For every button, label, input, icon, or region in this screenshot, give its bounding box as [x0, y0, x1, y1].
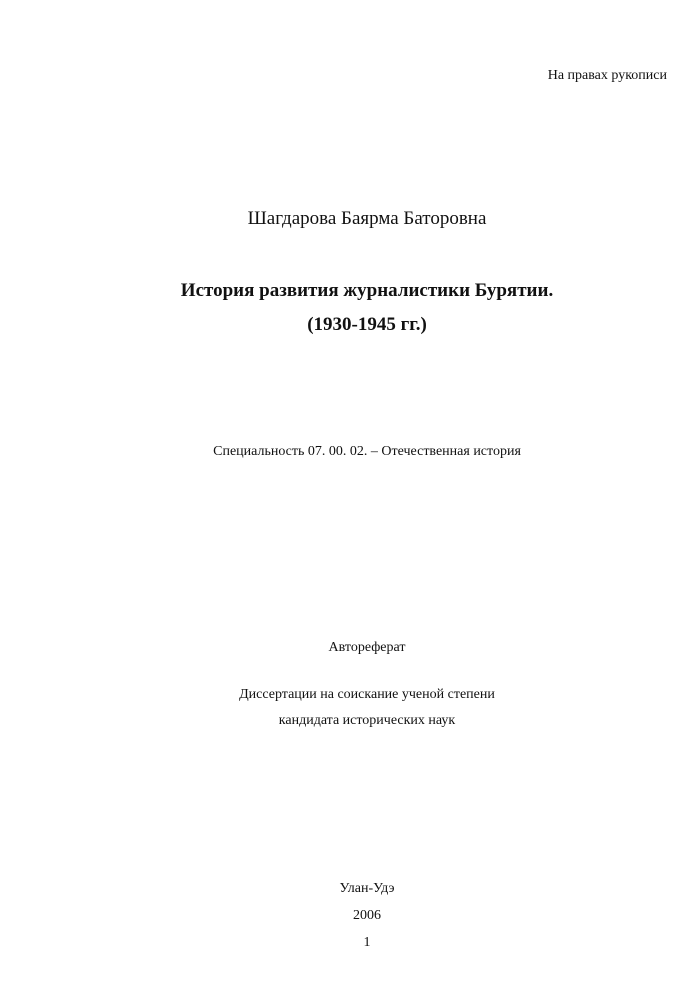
page-number: 1	[363, 935, 371, 950]
author-name: Шагдарова Баярма Баторовна	[247, 208, 487, 229]
city: Улан-Удэ	[339, 881, 395, 896]
title-line-2: (1930-1945 гг.)	[307, 314, 427, 335]
rights-note: На правах рукописи	[547, 68, 667, 83]
specialty-line: Специальность 07. 00. 02. – Отечественная история	[213, 444, 521, 459]
dissertation-line-2: кандидата исторических наук	[278, 713, 456, 728]
document-type: Автореферат	[328, 640, 406, 655]
dissertation-line-1: Диссертации на соискание ученой степени	[239, 687, 495, 702]
year: 2006	[353, 908, 381, 923]
title-line-1: История развития журналистики Бурятии.	[180, 280, 554, 301]
